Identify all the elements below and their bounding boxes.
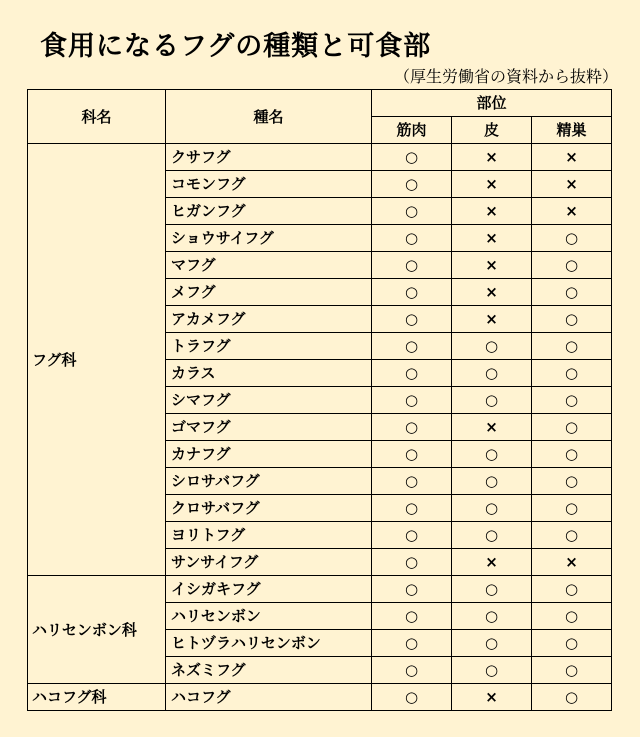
muscle-cell: ○ (372, 495, 452, 522)
skin-cell: ○ (452, 603, 532, 630)
testes-cell: ○ (532, 252, 612, 279)
skin-cell: × (452, 198, 532, 225)
species-cell: カナフグ (166, 441, 372, 468)
testes-cell: ○ (532, 495, 612, 522)
fugu-table (27, 89, 612, 711)
skin-cell: ○ (452, 576, 532, 603)
muscle-cell: ○ (372, 414, 452, 441)
header-muscle: 筋肉 (372, 117, 452, 144)
muscle-cell: ○ (372, 684, 452, 711)
species-cell: カラス (166, 360, 372, 387)
muscle-cell: ○ (372, 549, 452, 576)
species-cell: メフグ (166, 279, 372, 306)
testes-cell: ○ (532, 684, 612, 711)
testes-cell: ○ (532, 306, 612, 333)
species-cell: ヒガンフグ (166, 198, 372, 225)
testes-cell: ○ (532, 630, 612, 657)
species-cell: ネズミフグ (166, 657, 372, 684)
skin-cell: ○ (452, 468, 532, 495)
species-cell: アカメフグ (166, 306, 372, 333)
skin-cell: × (452, 549, 532, 576)
muscle-cell: ○ (372, 522, 452, 549)
header-species: 種名 (166, 90, 372, 144)
muscle-cell: ○ (372, 333, 452, 360)
skin-cell: ○ (452, 360, 532, 387)
skin-cell: × (452, 144, 532, 171)
muscle-cell: ○ (372, 387, 452, 414)
species-cell: シロサバフグ (166, 468, 372, 495)
testes-cell: ○ (532, 279, 612, 306)
table-row (28, 576, 612, 603)
muscle-cell: ○ (372, 306, 452, 333)
skin-cell: × (452, 414, 532, 441)
muscle-cell: ○ (372, 360, 452, 387)
testes-cell: ○ (532, 576, 612, 603)
muscle-cell: ○ (372, 468, 452, 495)
header-skin: 皮 (452, 117, 532, 144)
family-cell: フグ科 (28, 144, 166, 576)
muscle-cell: ○ (372, 171, 452, 198)
muscle-cell: ○ (372, 252, 452, 279)
muscle-cell: ○ (372, 576, 452, 603)
page-title: 食用になるフグの種類と可食部 (40, 31, 432, 62)
skin-cell: × (452, 279, 532, 306)
table-row (28, 684, 612, 711)
muscle-cell: ○ (372, 441, 452, 468)
muscle-cell: ○ (372, 225, 452, 252)
source-note: （厚生労働省の資料から抜粋） (393, 67, 618, 86)
muscle-cell: ○ (372, 198, 452, 225)
testes-cell: × (532, 549, 612, 576)
muscle-cell: ○ (372, 603, 452, 630)
species-cell: ヒトヅラハリセンボン (166, 630, 372, 657)
header-family: 科名 (28, 90, 166, 144)
species-cell: クロサバフグ (166, 495, 372, 522)
testes-cell: ○ (532, 333, 612, 360)
skin-cell: × (452, 684, 532, 711)
muscle-cell: ○ (372, 279, 452, 306)
skin-cell: × (452, 225, 532, 252)
species-cell: ゴマフグ (166, 414, 372, 441)
skin-cell: ○ (452, 387, 532, 414)
testes-cell: × (532, 144, 612, 171)
family-cell: ハリセンボン科 (28, 576, 166, 684)
skin-cell: ○ (452, 495, 532, 522)
species-cell: ショウサイフグ (166, 225, 372, 252)
species-cell: イシガキフグ (166, 576, 372, 603)
skin-cell: × (452, 171, 532, 198)
testes-cell: ○ (532, 360, 612, 387)
species-cell: クサフグ (166, 144, 372, 171)
skin-cell: × (452, 252, 532, 279)
family-cell: ハコフグ科 (28, 684, 166, 711)
skin-cell: ○ (452, 657, 532, 684)
header-testes: 精巣 (532, 117, 612, 144)
skin-cell: ○ (452, 630, 532, 657)
header-part: 部位 (372, 90, 612, 117)
species-cell: ヨリトフグ (166, 522, 372, 549)
muscle-cell: ○ (372, 657, 452, 684)
muscle-cell: ○ (372, 144, 452, 171)
testes-cell: ○ (532, 657, 612, 684)
testes-cell: × (532, 198, 612, 225)
species-cell: トラフグ (166, 333, 372, 360)
skin-cell: ○ (452, 522, 532, 549)
species-cell: コモンフグ (166, 171, 372, 198)
muscle-cell: ○ (372, 630, 452, 657)
testes-cell: ○ (532, 603, 612, 630)
species-cell: シマフグ (166, 387, 372, 414)
skin-cell: ○ (452, 333, 532, 360)
skin-cell: ○ (452, 441, 532, 468)
testes-cell: ○ (532, 468, 612, 495)
species-cell: ハコフグ (166, 684, 372, 711)
species-cell: サンサイフグ (166, 549, 372, 576)
table-body (28, 144, 612, 711)
testes-cell: ○ (532, 225, 612, 252)
species-cell: マフグ (166, 252, 372, 279)
testes-cell: ○ (532, 522, 612, 549)
skin-cell: × (452, 306, 532, 333)
testes-cell: ○ (532, 387, 612, 414)
testes-cell: × (532, 171, 612, 198)
table-row (28, 144, 612, 171)
testes-cell: ○ (532, 414, 612, 441)
testes-cell: ○ (532, 441, 612, 468)
species-cell: ハリセンボン (166, 603, 372, 630)
